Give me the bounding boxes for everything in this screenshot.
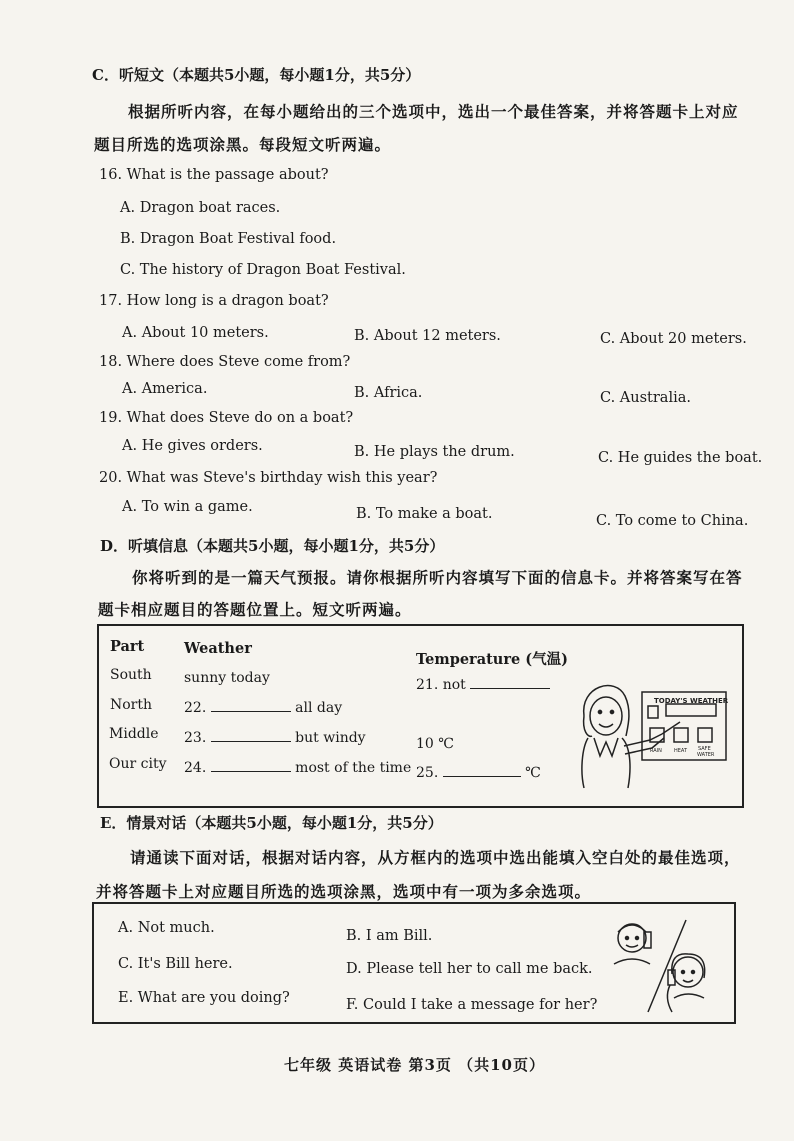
weather-middle — [184, 730, 366, 746]
section-e-title: E．情景对话（本题共5小题，每小题1分，共5分） — [100, 814, 443, 832]
answer-blank-25[interactable] — [443, 776, 521, 777]
q16-option-c[interactable]: C. The history of Dragon Boat Festival. — [120, 262, 406, 278]
board-label-heat: HEAT — [674, 748, 688, 754]
answer-blank-21[interactable] — [470, 688, 550, 689]
header-weather: Weather — [184, 640, 252, 657]
q18-option-a[interactable]: A. America. — [122, 381, 208, 397]
header-part: Part — [110, 638, 145, 655]
q17-option-a[interactable]: A. About 10 meters. — [122, 325, 269, 341]
question-18: 18. Where does Steve come from? — [99, 354, 351, 370]
q20-option-b[interactable]: B. To make a boat. — [356, 506, 493, 522]
board-title: TODAY'S WEATHER — [654, 697, 729, 705]
q17-option-b[interactable]: B. About 12 meters. — [354, 328, 501, 344]
answer-blank-23[interactable] — [211, 741, 291, 742]
part-north: North — [110, 697, 153, 713]
temp-our-city — [416, 765, 541, 781]
board-label-water: WATER — [697, 752, 715, 758]
temp-our-city-number: 25. — [416, 765, 439, 781]
question-19: 19. What does Steve do on a boat? — [99, 410, 354, 426]
weather-north — [184, 700, 342, 716]
weather-our-city-suffix: most of the time — [295, 760, 412, 776]
temp-south-label: 21. not — [416, 677, 466, 693]
weather-middle-number: 23. — [184, 730, 207, 746]
weather-presenter-illustration — [570, 676, 730, 791]
question-16: 16. What is the passage about? — [99, 167, 329, 183]
weather-our-city-number: 24. — [184, 760, 207, 776]
section-c-instruction-2: 题目所选的选项涂黑。每段短文听两遍。 — [94, 135, 392, 154]
temp-middle: 10 ℃ — [416, 736, 454, 752]
q19-option-c[interactable]: C. He guides the boat. — [598, 450, 763, 466]
section-c-title: C．听短文（本题共5小题，每小题1分，共5分） — [92, 66, 421, 84]
page-footer: 七年级 英语试卷 第3页 （共10页） — [284, 1056, 545, 1074]
temp-south — [416, 677, 550, 693]
dialogue-option-e[interactable]: E. What are you doing? — [118, 990, 290, 1006]
section-d-instruction-2: 题卡相应题目的答题位置上。短文听两遍。 — [98, 600, 412, 619]
weather-middle-suffix: but windy — [295, 730, 366, 746]
q18-option-b[interactable]: B. Africa. — [354, 385, 423, 401]
dialogue-option-f[interactable]: F. Could I take a message for her? — [346, 997, 598, 1013]
q16-option-a[interactable]: A. Dragon boat races. — [120, 200, 281, 216]
q16-option-b[interactable]: B. Dragon Boat Festival food. — [120, 231, 337, 247]
q20-option-c[interactable]: C. To come to China. — [596, 513, 749, 529]
part-middle: Middle — [109, 726, 159, 742]
header-temperature: Temperature (气温) — [416, 651, 568, 668]
q19-option-b[interactable]: B. He plays the drum. — [354, 444, 515, 460]
temp-our-city-unit: ℃ — [525, 765, 541, 781]
weather-north-suffix: all day — [295, 700, 343, 716]
section-d-title: D．听填信息（本题共5小题，每小题1分，共5分） — [100, 537, 445, 555]
q20-option-a[interactable]: A. To win a game. — [122, 499, 253, 515]
question-17: 17. How long is a dragon boat? — [99, 293, 329, 309]
q19-option-a[interactable]: A. He gives orders. — [122, 438, 263, 454]
q17-option-c[interactable]: C. About 20 meters. — [600, 331, 747, 347]
phone-call-illustration — [604, 918, 724, 1014]
dialogue-option-a[interactable]: A. Not much. — [118, 920, 215, 936]
board-label-safe: SAFE — [698, 746, 711, 752]
section-e-instruction-1: 请通读下面对话，根据对话内容，从方框内的选项中选出能填入空白处的最佳选项， — [130, 848, 741, 867]
weather-our-city — [184, 760, 411, 776]
part-south: South — [110, 667, 152, 683]
question-20: 20. What was Steve's birthday wish this year? — [99, 470, 438, 486]
section-d-instruction-1: 你将听到的是一篇天气预报。请你根据所听内容填写下面的信息卡。并将答案写在答 — [132, 568, 743, 587]
weather-north-number: 22. — [184, 700, 207, 716]
part-our-city: Our city — [109, 756, 167, 772]
weather-south: sunny today — [184, 670, 270, 686]
dialogue-option-c[interactable]: C. It's Bill here. — [118, 956, 233, 972]
section-e-instruction-2: 并将答题卡上对应题目所选的选项涂黑，选项中有一项为多余选项。 — [96, 882, 592, 901]
board-label-rain: RAIN — [650, 748, 662, 754]
dialogue-option-d[interactable]: D. Please tell her to call me back. — [346, 961, 593, 977]
dialogue-option-b[interactable]: B. I am Bill. — [346, 928, 433, 944]
section-c-instruction-1: 根据所听内容，在每小题给出的三个选项中，选出一个最佳答案，并将答题卡上对应 — [128, 102, 739, 121]
answer-blank-24[interactable] — [211, 771, 291, 772]
answer-blank-22[interactable] — [211, 711, 291, 712]
q18-option-c[interactable]: C. Australia. — [600, 390, 691, 406]
